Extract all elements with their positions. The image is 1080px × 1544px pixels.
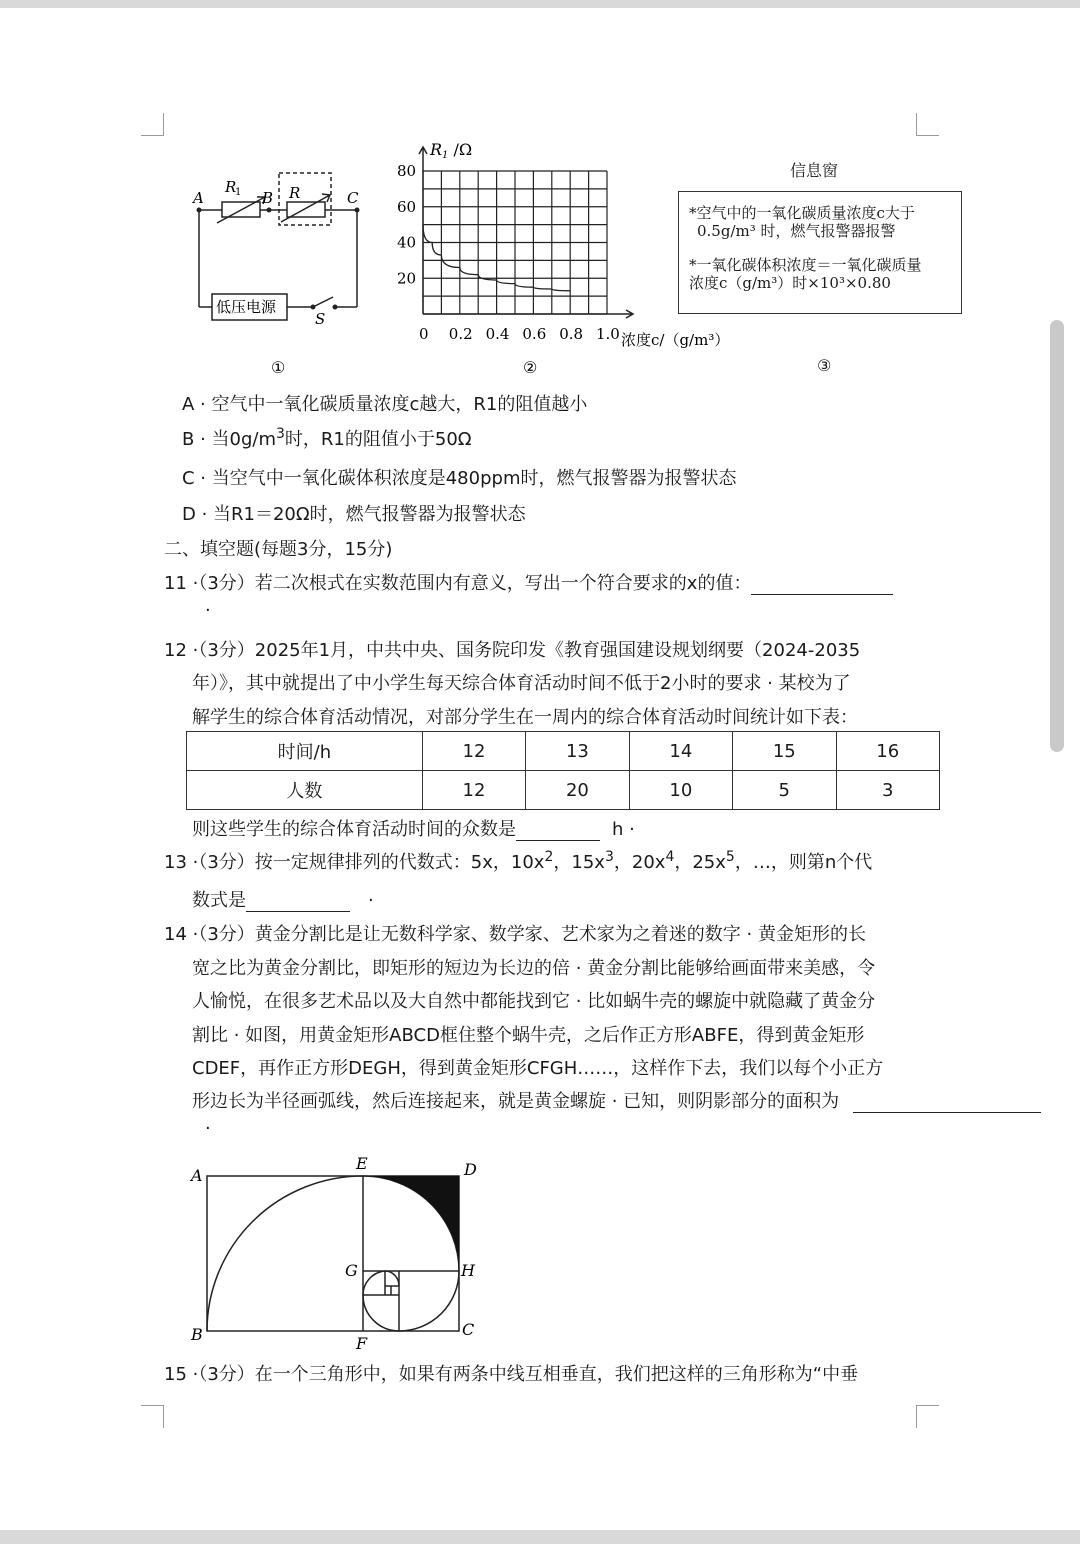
- bottom-bar: [0, 1530, 1080, 1544]
- option-d: D · 当R1＝20Ω时，燃气报警器为报警状态: [182, 504, 526, 525]
- circuit-label-s: S: [315, 310, 326, 328]
- corner-mark-top-right: [916, 113, 939, 136]
- y-tick-label: 80: [397, 162, 417, 180]
- circuit-label-r: R: [289, 184, 301, 202]
- corner-mark-bottom-right: [916, 1405, 939, 1428]
- question-12-line-2: 年）》，其中就提出了中小学生每天综合体育活动时间不低于2小时的要求 · 某校为了: [192, 673, 851, 694]
- spiral-label-e: E: [356, 1154, 368, 1173]
- question-13-line-2: 数式是 ·: [192, 890, 374, 911]
- question-14-line-4: 割比 · 如图，用黄金矩形ABCD框住整个蜗牛壳，之后作正方形ABFE，得到黄金矩形: [192, 1025, 865, 1046]
- activity-time-table: [186, 731, 940, 810]
- option-c: C · 当空气中一氧化碳体积浓度是480ppm时，燃气报警器为报警状态: [182, 468, 737, 489]
- graph-caption: ②: [523, 358, 538, 377]
- table-cell: 12: [422, 771, 525, 810]
- question-14-line-1: 14 ·（3分）黄金分割比是让无数科学家、数学家、艺术家为之着迷的数字 · 黄金矩形的长: [164, 924, 866, 945]
- circuit-label-b: B: [262, 189, 274, 207]
- spiral-label-f: F: [356, 1334, 368, 1353]
- x-tick-label: 0.8: [559, 325, 584, 343]
- info-caption: ③: [817, 356, 832, 375]
- table-cell: 16: [836, 732, 940, 771]
- table-head-cell: 时间/h: [187, 732, 423, 771]
- table-cell: 13: [526, 732, 629, 771]
- table-cell: 5: [733, 771, 836, 810]
- question-14-line-3: 人愉悦，在很多艺术品以及大自然中都能找到它 · 比如蜗牛壳的螺旋中就隐藏了黄金分: [192, 991, 876, 1012]
- corner-mark-bottom-left: [141, 1405, 164, 1428]
- table-cell: 15: [733, 732, 836, 771]
- circuit-label-r1-sub: 1: [235, 187, 242, 198]
- x-tick-label: 0.4: [485, 325, 510, 343]
- graph-xlabel: 浓度c/（g/m³）: [621, 331, 730, 349]
- question-12-line-3: 解学生的综合体育活动情况，对部分学生在一周内的综合体育活动时间统计如下表：: [192, 707, 858, 728]
- question-11: 11 ·（3分）若二次根式在实数范围内有意义，写出一个符合要求的x的值：: [164, 569, 893, 595]
- question-14-line-6: 形边长为半径画弧线，然后连接起来，就是黄金螺旋 · 已知，则阴影部分的面积为: [192, 1087, 1041, 1113]
- question-14-line-5: CDEF，再作正方形DEGH，得到黄金矩形CFGH……，这样作下去，我们以每个小正方: [192, 1058, 884, 1079]
- info-window-title: 信息窗: [790, 161, 839, 180]
- question-15-line-1: 15 ·（3分）在一个三角形中，如果有两条中线互相垂直，我们把这样的三角形称为“中垂: [164, 1364, 859, 1385]
- x-tick-label: 0: [419, 325, 429, 343]
- table-cell: 14: [629, 732, 732, 771]
- option-b: B · 当$0g/m^3$时，R1的阻值小于50Ω: [182, 426, 472, 450]
- scrollbar[interactable]: [1050, 320, 1064, 752]
- question-13-line-1: 13 ·（3分）按一定规律排列的代数式：5x，$10x^2$，$15x^3$，$20x^4$，$25x^5$，…，则第n个代: [164, 849, 873, 873]
- x-tick-label: 1.0: [596, 325, 620, 343]
- circuit-figure: [185, 165, 375, 380]
- answer-blank-14[interactable]: [853, 1112, 1041, 1113]
- top-bar: [0, 0, 1080, 8]
- spiral-label-g: G: [345, 1261, 358, 1280]
- table-row: [187, 732, 940, 771]
- info-item-1-line-1: *空气中的一氧化碳质量浓度c大于: [689, 204, 915, 222]
- x-axis: [423, 310, 633, 318]
- answer-blank-11[interactable]: [751, 594, 893, 595]
- question-14-line-2: 宽之比为黄金分割比，即矩形的短边为长边的倍 · 黄金分割比能够给画面带来美感，令: [192, 958, 876, 979]
- info-window: [678, 191, 962, 314]
- answer-blank-12[interactable]: [516, 840, 600, 841]
- corner-mark-top-left: [141, 113, 164, 136]
- answer-blank-13[interactable]: [246, 911, 350, 912]
- y-tick-label: 20: [397, 269, 417, 288]
- option-a: A · 空气中一氧化碳质量浓度c越大，R1的阻值越小: [182, 394, 588, 415]
- table-cell: 10: [629, 771, 732, 810]
- spiral-label-h: H: [461, 1261, 475, 1280]
- circuit-label-c: C: [347, 189, 359, 207]
- table-row: [187, 771, 940, 810]
- circuit-label-r1: R: [225, 178, 237, 196]
- question-12-line-1: 12 ·（3分）2025年1月，中共中央、国务院印发《教育强国建设规划纲要（2024-2035: [164, 640, 861, 661]
- spiral-label-c: C: [462, 1320, 475, 1339]
- spiral-label-a: A: [191, 1166, 203, 1185]
- table-cell: 20: [526, 771, 629, 810]
- circuit-caption: ①: [271, 358, 286, 377]
- info-item-2-line-2: 浓度c（g/m³）时×10³×0.80: [689, 274, 891, 292]
- question-14-end: ·: [205, 1118, 211, 1139]
- shaded-region: [363, 1176, 459, 1271]
- info-item-2-line-1: *一氧化碳体积浓度＝一氧化碳质量: [689, 256, 922, 274]
- golden-spiral-figure: [185, 1150, 485, 1355]
- question-11-end: ·: [205, 600, 211, 621]
- graph-ylabel: R1 /Ω: [430, 140, 473, 161]
- circuit-label-a: A: [193, 189, 204, 207]
- y-tick-label: 60: [397, 197, 417, 216]
- y-tick-label: 40: [397, 233, 417, 252]
- table-cell: 12: [422, 732, 525, 771]
- table-head-cell: 人数: [187, 771, 423, 810]
- question-12-after: 则这些学生的综合体育活动时间的众数是 h ·: [192, 819, 635, 840]
- table-cell: 3: [836, 771, 940, 810]
- x-tick-label: 0.6: [522, 325, 547, 343]
- spiral-label-d: D: [464, 1160, 477, 1179]
- info-item-1-line-2: 0.5g/m³ 时，燃气报警器报警: [697, 222, 896, 240]
- section-heading: 二、填空题(每题3分，15分): [164, 539, 393, 560]
- spiral-label-b: B: [191, 1325, 203, 1344]
- circuit-power-label: 低压电源: [216, 298, 277, 316]
- x-tick-label: 0.2: [448, 325, 473, 343]
